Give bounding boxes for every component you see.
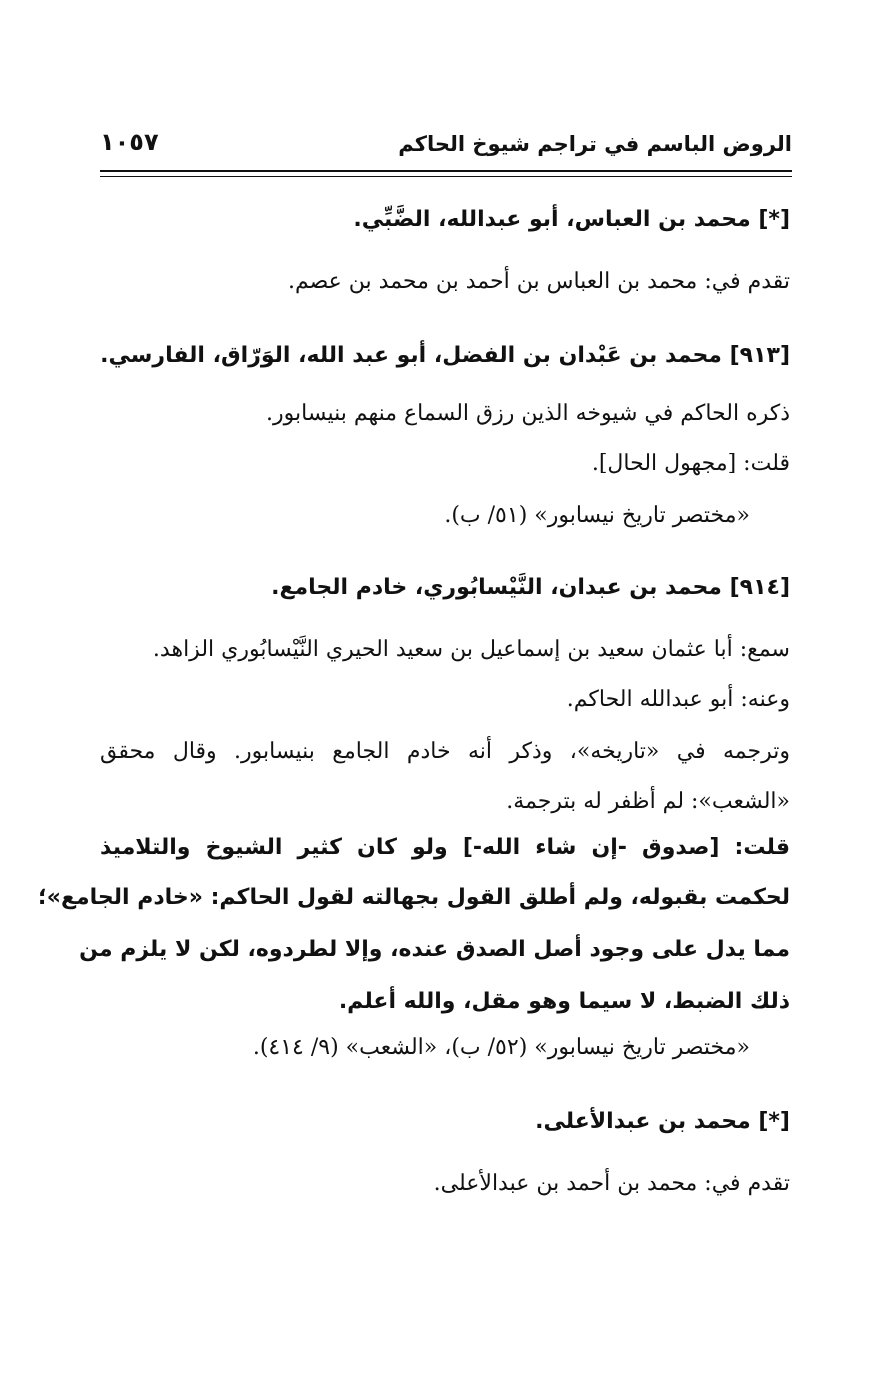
source-citation: «مختصر تاريخ نيسابور» (٥١/ ب). — [444, 503, 750, 528]
verdict-line: ذلك الضبط، لا سيما وهو مقل، والله أعلم. — [338, 989, 790, 1014]
entry-heading: [*] محمد بن العباس، أبو عبدالله، الضَّبِّي. — [353, 207, 790, 232]
body-line: وعنه: أبو عبدالله الحاكم. — [566, 687, 790, 712]
body-line: سمع: أبا عثمان سعيد بن إسماعيل بن سعيد الحيري النَّيْسابُوري الزاهد. — [152, 637, 790, 662]
entry-heading: [٩١٤] محمد بن عبدان، النَّيْسابُوري، خادم الجامع. — [271, 575, 790, 600]
cross-reference: تقدم في: محمد بن أحمد بن عبدالأعلى. — [433, 1171, 790, 1196]
page-number: ١٠٥٧ — [100, 128, 159, 156]
page-header — [100, 124, 792, 164]
entry-heading: [٩١٣] محمد بن عَبْدان بن الفضل، أبو عبد الله، الوَرّاق، الفارسي. — [100, 343, 790, 368]
verdict-line: قلت: [صدوق -إن شاء الله-] ولو كان كثير الشيوخ والتلاميذ — [100, 835, 790, 860]
body-line: وترجمه في «تاريخه»، وذكر أنه خادم الجامع بنيسابور. وقال محقق — [100, 739, 790, 764]
verdict-line: لحكمت بقبوله، ولم أطلق القول بجهالته لقول الحاكم: «خادم الجامع»؛ — [37, 885, 790, 910]
verdict-line: مما يدل على وجود أصل الصدق عنده، وإلا لطردوه، لكن لا يلزم من — [79, 937, 790, 962]
source-citation: «مختصر تاريخ نيسابور» (٥٢/ ب)، «الشعب» (٩/ ٤١٤). — [252, 1035, 750, 1060]
body-line: ذكره الحاكم في شيوخه الذين رزق السماع منهم بنيسابور. — [266, 401, 790, 426]
verdict-line: قلت: [مجهول الحال]. — [591, 451, 790, 476]
cross-reference: تقدم في: محمد بن العباس بن أحمد بن محمد بن عصم. — [287, 269, 790, 294]
entry-heading: [*] محمد بن عبدالأعلى. — [535, 1109, 790, 1134]
running-title: الروض الباسم في تراجم شيوخ الحاكم — [398, 132, 792, 156]
header-rule-thick — [100, 170, 792, 172]
header-rule-thin — [100, 176, 792, 177]
body-line: «الشعب»: لم أظفر له بترجمة. — [506, 789, 790, 814]
